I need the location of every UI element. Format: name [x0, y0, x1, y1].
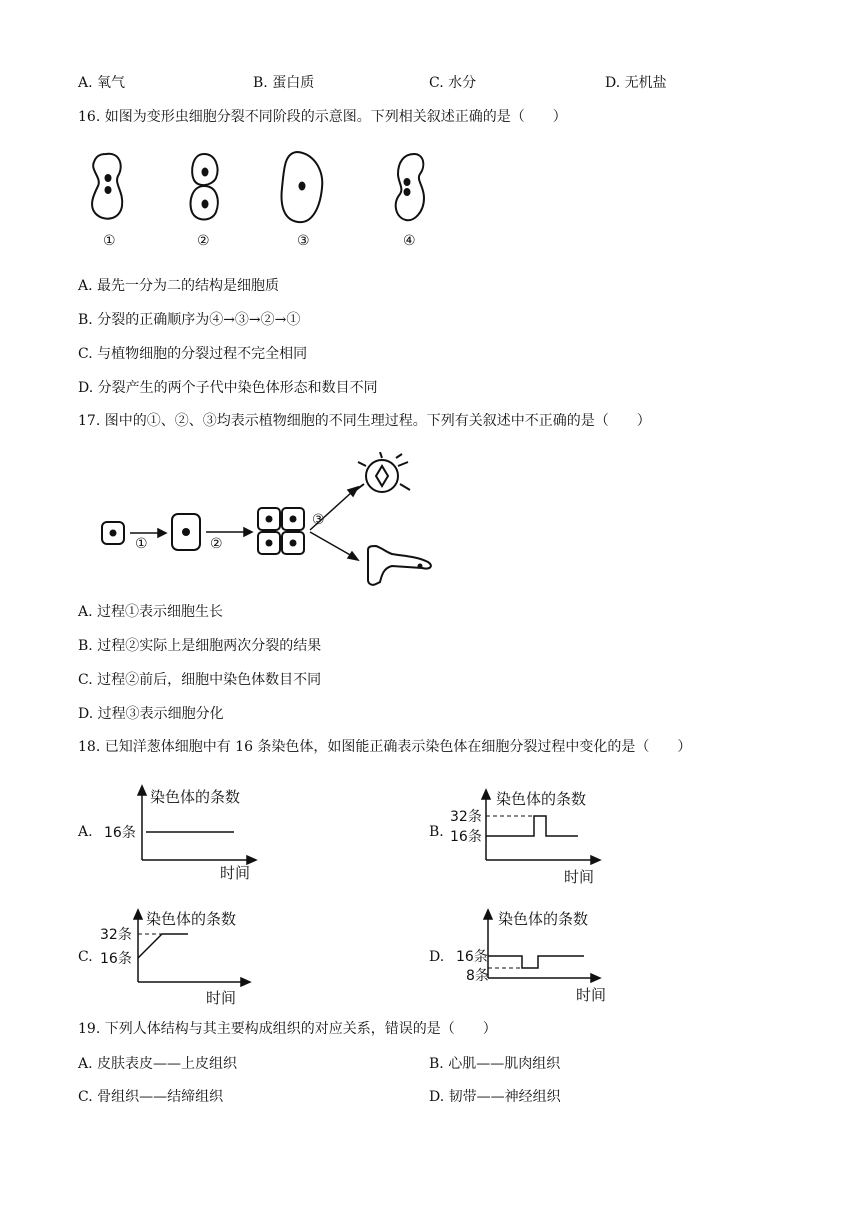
q15-option-c: C. 水分 — [429, 75, 477, 91]
q16-label-4: ④ — [403, 233, 416, 249]
q18-a-xlabel: 时间 — [220, 864, 251, 882]
q15-option-d: D. 无机盐 — [605, 75, 667, 91]
q16-option-d: D. 分裂产生的两个子代中染色体形态和数目不同 — [78, 380, 378, 396]
q19-option-c: C. 骨组织——结缔组织 — [78, 1089, 224, 1105]
q17-option-d: D. 过程③表示细胞分化 — [78, 706, 224, 722]
q16-option-b: B. 分裂的正确顺序为④→③→②→① — [78, 312, 301, 328]
q18-d-ylabel: 染色体的条数 — [498, 910, 589, 928]
q18-b-tick-32: 32条 — [450, 809, 482, 825]
q18-graph-a — [100, 782, 270, 882]
amoeba-cell-4 — [396, 154, 424, 220]
q19-option-d: D. 韧带——神经组织 — [429, 1089, 561, 1105]
q17-option-c: C. 过程②前后，细胞中染色体数目不同 — [78, 672, 322, 688]
q17-label-2: ② — [210, 536, 223, 552]
q19-option-a: A. 皮肤表皮——上皮组织 — [78, 1056, 238, 1072]
q18-b-tick-16: 16条 — [450, 829, 482, 845]
q19-option-b: B. 心肌——肌肉组织 — [429, 1056, 561, 1072]
q17-option-a: A. 过程①表示细胞生长 — [78, 604, 224, 620]
q17-label-3: ③ — [312, 512, 325, 528]
q18-graph-b — [448, 786, 618, 886]
q18-option-d-letter: D. — [429, 949, 445, 965]
q16-option-c: C. 与植物细胞的分裂过程不完全相同 — [78, 346, 308, 362]
q18-c-tick-16: 16条 — [100, 951, 132, 967]
q18-d-xlabel: 时间 — [576, 986, 607, 1004]
q18-a-tick-16: 16条 — [104, 825, 136, 841]
q18-graph-c — [98, 906, 268, 1006]
q17-option-b: B. 过程②实际上是细胞两次分裂的结果 — [78, 638, 322, 654]
q17-stem: 17. 图中的①、②、③均表示植物细胞的不同生理过程。下列有关叙述中不正确的是（ ） — [78, 413, 651, 429]
q16-amoeba-figure — [84, 148, 434, 256]
q18-option-c-letter: C. — [78, 949, 93, 965]
q18-a-ylabel: 染色体的条数 — [150, 788, 241, 806]
q15-option-b: B. 蛋白质 — [253, 75, 315, 91]
q17-label-1: ① — [135, 536, 148, 552]
q18-option-a-letter: A. — [78, 824, 93, 840]
q18-option-b-letter: B. — [429, 824, 444, 840]
q18-b-xlabel: 时间 — [564, 868, 595, 886]
q16-label-1: ① — [103, 233, 116, 249]
q16-label-3: ③ — [297, 233, 310, 249]
q16-label-2: ② — [197, 233, 210, 249]
nucleus — [202, 200, 209, 209]
q18-graph-d — [448, 906, 618, 1006]
q16-stem: 16. 如图为变形虫细胞分裂不同阶段的示意图。下列相关叙述正确的是（ ） — [78, 109, 567, 125]
q18-d-tick-16: 16条 — [456, 949, 488, 965]
q16-option-a: A. 最先一分为二的结构是细胞质 — [78, 278, 280, 294]
q17-process-figure — [96, 452, 446, 588]
nucleus — [299, 182, 306, 191]
q18-c-xlabel: 时间 — [206, 989, 237, 1006]
q15-option-a: A. 氧气 — [78, 75, 126, 91]
q18-stem: 18. 已知洋葱体细胞中有 16 条染色体，如图能正确表示染色体在细胞分裂过程中变化的是（ ） — [78, 739, 692, 755]
q18-c-tick-32: 32条 — [100, 927, 132, 943]
q18-c-ylabel: 染色体的条数 — [146, 910, 237, 928]
q18-b-ylabel: 染色体的条数 — [496, 790, 587, 808]
q18-d-tick-8: 8条 — [466, 968, 489, 984]
nucleus — [105, 186, 112, 194]
q19-stem: 19. 下列人体结构与其主要构成组织的对应关系，错误的是（ ） — [78, 1021, 497, 1037]
nucleus — [404, 188, 411, 196]
nucleus — [404, 178, 411, 186]
nucleus — [202, 168, 209, 177]
nucleus — [105, 174, 112, 182]
